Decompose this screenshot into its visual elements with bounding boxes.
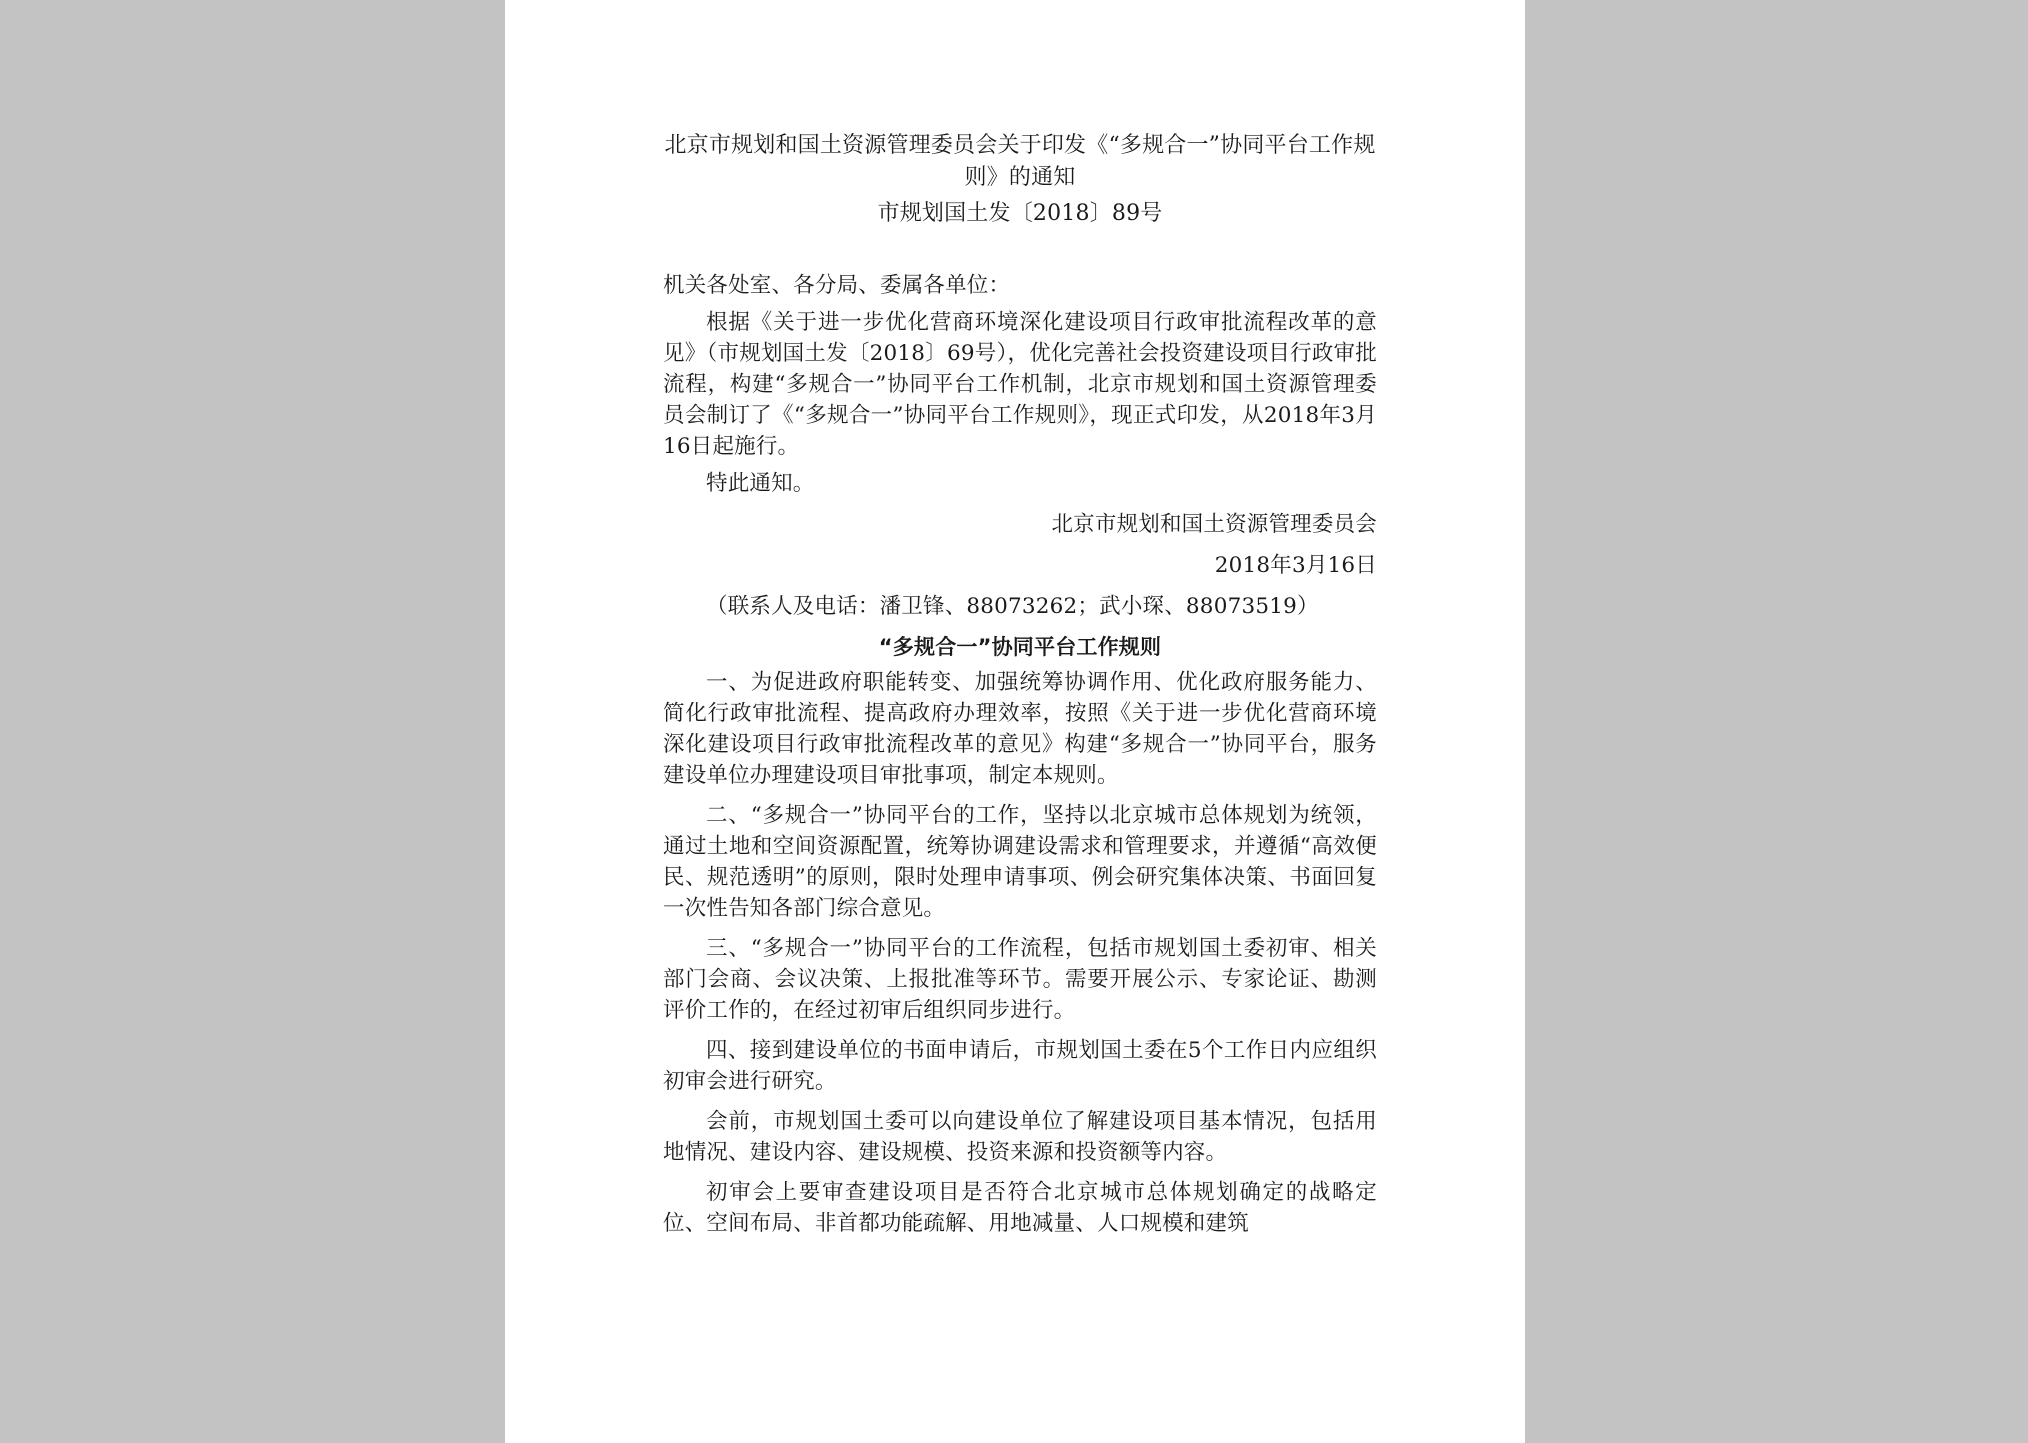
document-page [505,0,1525,1443]
rule-paragraph: 三、“多规合一”协同平台的工作流程，包括市规划国土委初审、相关部门会商、会议决策、上报批准等环节。需要开展公示、专家论证、勘测评价工作的，在经过初审后组织同步进行。 [663,936,1377,1023]
document-number: 市规划国土发〔2018〕89号 [877,201,1163,226]
contact-info: （联系人及电话：潘卫锋、88073262；武小琛、88073519） [706,594,1319,619]
rule-paragraph: 一、为促进政府职能转变、加强统筹协调作用、优化政府服务能力、简化行政审批流程、提高政府办理效率，按照《关于进一步优化营商环境深化建设项目行政审批流程改革的意见》构建“多规合一”协同平台，服务建设单位办理建设项目审批事项，制定本规则。 [663,670,1377,788]
document-content [663,130,1377,1239]
rule-paragraph: 会前，市规划国土委可以向建设单位了解建设项目基本情况，包括用地情况、建设内容、建设规模、投资来源和投资额等内容。 [663,1109,1377,1165]
closing-text: 特此通知。 [706,471,815,496]
document-title: 北京市规划和国土资源管理委员会关于印发《“多规合一”协同平台工作规则》的通知 [664,133,1376,190]
issue-date: 2018年3月16日 [1214,553,1377,578]
salutation: 机关各处室、各分局、委属各单位： [663,273,1011,298]
rule-paragraph: 初审会上要审查建设项目是否符合北京城市总体规划确定的战略定位、空间布局、非首都功能疏解、用地减量、人口规模和建筑 [663,1180,1377,1236]
issuer: 北京市规划和国土资源管理委员会 [1051,512,1377,537]
rule-paragraph: 四、接到建设单位的书面申请后，市规划国土委在5个工作日内应组织初审会进行研究。 [663,1038,1377,1094]
rules-title: “多规合一”协同平台工作规则 [878,635,1162,659]
rule-paragraph: 二、“多规合一”协同平台的工作，坚持以北京城市总体规划为统领，通过土地和空间资源配置，统筹协调建设需求和管理要求，并遵循“高效便民、规范透明”的原则，限时处理申请事项、例会研究集体决策、书面回复一次性告知各部门综合意见。 [663,803,1377,921]
notice-body: 根据《关于进一步优化营商环境深化建设项目行政审批流程改革的意见》（市规划国土发〔2018〕69号），优化完善社会投资建设项目行政审批流程，构建“多规合一”协同平台工作机制，北京市规划和国土资源管理委员会制订了《“多规合一”协同平台工作规则》，现正式印发，从2018年3月16日起施行。 [663,310,1377,459]
